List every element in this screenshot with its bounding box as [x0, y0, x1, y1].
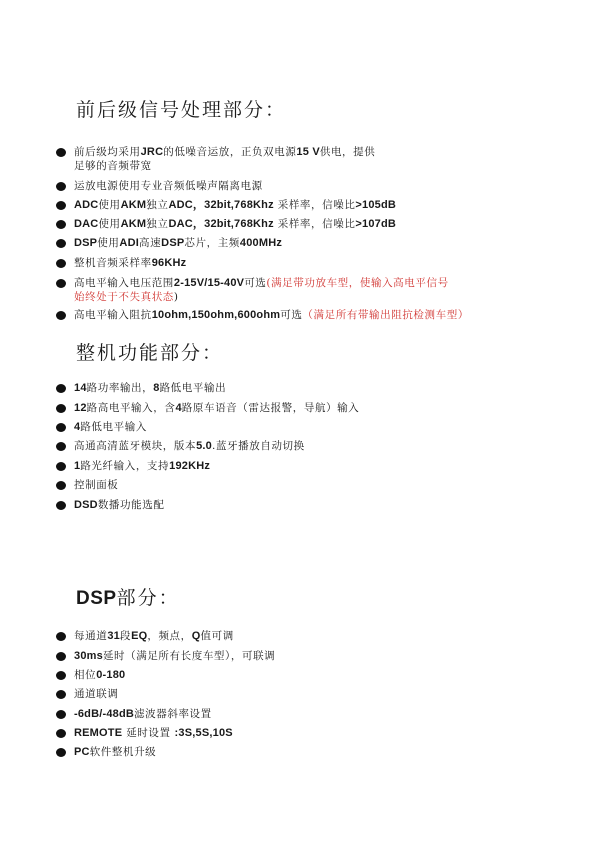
text-segment: 运放电源使用专业音频低噪声隔离电源 [74, 180, 263, 192]
bullet-icon [56, 404, 66, 413]
heading-text: 整机功能部分： [76, 342, 224, 364]
text-segment: 的低噪音运放，正负双电源 [163, 146, 297, 158]
list-item-text [74, 276, 449, 304]
list-item-text [74, 145, 375, 173]
bullet-icon [56, 462, 66, 471]
text-segment: JRC [140, 146, 164, 158]
text-segment: DSP [74, 237, 98, 249]
bullet-icon [56, 710, 66, 719]
list-item-text [74, 668, 125, 682]
bullet-icon [56, 148, 66, 157]
highlight-text: （满足所有带输出阻抗检测车型） [302, 309, 469, 321]
text-segment: 5.0 [196, 440, 213, 452]
list-item-text [74, 381, 226, 395]
text-segment: 路低电平输出 [159, 382, 227, 394]
text-segment: DSP [161, 237, 185, 249]
text-segment: 14 [74, 382, 87, 394]
text-segment: 路功率输出， [86, 382, 154, 394]
text-segment: 延时设置 [122, 727, 175, 739]
bullet-icon [56, 279, 66, 288]
text-segment: 可选 [280, 309, 303, 321]
text-segment: 路光纤输入，支持 [80, 460, 170, 472]
text-segment: .蓝牙播放自动切换 [212, 440, 305, 452]
list-item-text [74, 498, 164, 512]
text-segment: 高电平输入阻抗 [74, 309, 152, 321]
list-item-text [74, 439, 305, 453]
text-segment: 独立 [146, 199, 169, 211]
text-segment: 延时（满足所有长度车型），可联调 [102, 650, 276, 662]
text-segment: -6dB/-48dB [74, 708, 135, 720]
text-segment: 采样率，信噪比 [273, 218, 356, 230]
bullet-icon [56, 423, 66, 432]
bullet-icon [56, 220, 66, 229]
text-segment: 1 [74, 460, 81, 472]
list-item-text [74, 198, 396, 212]
text-segment: DAC，32bit,768Khz [168, 218, 274, 230]
text-segment: 使用 [98, 199, 121, 211]
text-segment: 高速 [138, 237, 162, 249]
bullet-icon [56, 501, 66, 510]
list-item-text [74, 420, 147, 434]
highlight-text: 始终处于不失真状态 [74, 291, 174, 303]
list-item-text [74, 687, 118, 701]
bullet-icon [56, 632, 66, 641]
text-segment: 路低电平输入 [80, 421, 147, 433]
section-heading [76, 98, 286, 122]
bullet-icon [56, 481, 66, 490]
text-segment: 12 [74, 402, 87, 414]
heading-text: 前后级信号处理部分： [76, 99, 287, 121]
text-segment: 路高电平输入，含 [86, 402, 176, 414]
list-item-text [74, 308, 469, 322]
bullet-icon [56, 671, 66, 680]
list-item-text [74, 629, 234, 643]
text-segment: ，频点， [147, 630, 192, 642]
text-segment: ADI [119, 237, 139, 249]
text-segment: 独立 [146, 218, 169, 230]
text-segment: 96KHz [151, 257, 187, 269]
section-heading [76, 341, 223, 365]
highlight-text: (满足带功放车型，使输入高电平信号 [266, 277, 449, 289]
text-segment: 控制面板 [74, 479, 119, 491]
text-segment: AKM [120, 218, 147, 230]
text-segment: >107dB [355, 218, 397, 230]
text-segment: 路原车语音（雷达报警，导航）输入 [181, 402, 360, 414]
list-item-text [74, 649, 275, 663]
text-segment: 0-180 [96, 669, 126, 681]
bullet-icon [56, 690, 66, 699]
list-item-text [74, 217, 396, 231]
bullet-icon [56, 239, 66, 248]
text-segment: 供电，提供 [319, 146, 376, 158]
text-segment: 4 [175, 402, 182, 414]
text-segment: EQ [131, 630, 148, 642]
text-segment: PC [74, 746, 90, 758]
text-segment: 192KHz [169, 460, 211, 472]
text-segment: ADC [74, 199, 99, 211]
heading-latin: DSP [76, 588, 117, 609]
bullet-icon [56, 311, 66, 320]
list-item-continuation [74, 290, 449, 304]
text-segment: 30ms [74, 650, 103, 662]
text-segment: 10ohm,150ohm,600ohm [151, 309, 281, 321]
text-segment: 段 [119, 630, 132, 642]
text-segment: 高通高清蓝牙模块，版本 [74, 440, 197, 452]
text-segment: >105dB [355, 199, 397, 211]
text-segment: 31 [107, 630, 120, 642]
text-segment: Q [191, 630, 201, 642]
text-segment: 采样率，信噪比 [273, 199, 356, 211]
text-segment: 15 V [296, 146, 320, 158]
text-segment: 值可调 [200, 630, 234, 642]
text-segment: 每通道 [74, 630, 108, 642]
text-segment: 高电平输入电压范围 [74, 277, 174, 289]
text-segment: REMOTE [74, 727, 123, 739]
bullet-icon [56, 729, 66, 738]
heading-text: 部分： [116, 587, 180, 609]
text-segment: 滤波器斜率设置 [134, 708, 212, 720]
list-item-text [74, 236, 282, 250]
text-segment: 4 [74, 421, 81, 433]
list-item-continuation [74, 159, 375, 173]
list-item-text [74, 459, 210, 473]
bullet-icon [56, 182, 66, 191]
bullet-icon [56, 384, 66, 393]
bullet-icon [56, 748, 66, 757]
text-segment: 使用 [97, 237, 120, 249]
list-item-text [74, 745, 156, 759]
text-segment: ) [173, 291, 179, 303]
text-segment: 通道联调 [74, 688, 119, 700]
text-segment: 使用 [98, 218, 121, 230]
list-item-text [74, 179, 263, 193]
section-heading [76, 586, 180, 611]
text-segment: AKM [120, 199, 147, 211]
text-segment: DSD [74, 499, 98, 511]
text-segment: 芯片，主频 [184, 237, 240, 249]
text-segment: 2-15V/15-40V [173, 277, 245, 289]
text-segment: 整机音频采样率 [74, 257, 152, 269]
bullet-icon [56, 201, 66, 210]
text-segment: 软件整机升级 [89, 746, 157, 758]
text-segment: 8 [153, 382, 160, 394]
text-segment: 可选 [244, 277, 267, 289]
list-item-text [74, 478, 118, 492]
list-item-text [74, 401, 359, 415]
text-segment: 相位 [74, 669, 97, 681]
bullet-icon [56, 652, 66, 661]
list-item-text [74, 726, 233, 740]
text-segment: 400MHz [239, 237, 283, 249]
bullet-icon [56, 259, 66, 268]
text-segment: DAC [74, 218, 99, 230]
text-segment: ADC，32bit,768Khz [168, 199, 274, 211]
text-segment: 前后级均采用 [74, 146, 141, 158]
list-item-text [74, 256, 186, 270]
text-segment: 数播功能选配 [97, 499, 165, 511]
text-segment: 足够的音频带宽 [74, 160, 152, 172]
bullet-icon [56, 442, 66, 451]
text-segment: :3S,5S,10S [174, 727, 233, 739]
list-item-text [74, 707, 212, 721]
